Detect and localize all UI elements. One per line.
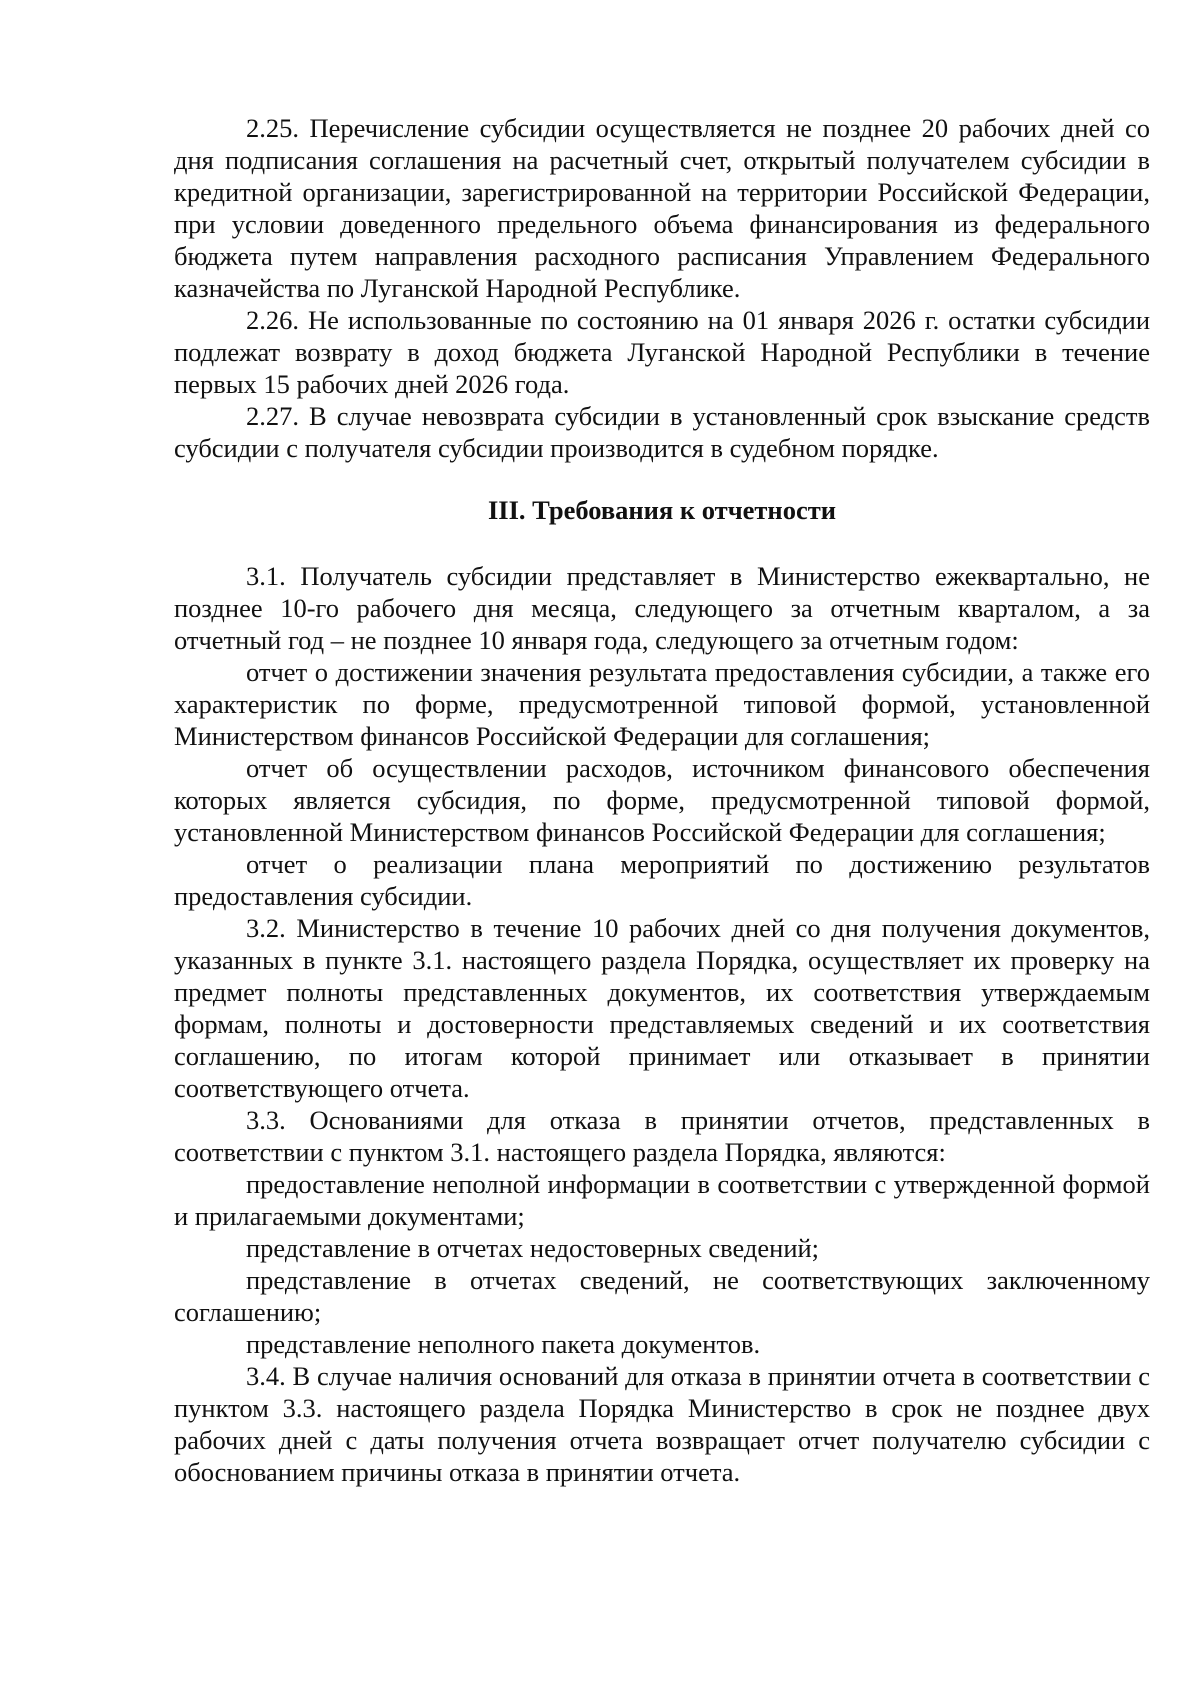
paragraph-3-4: 3.4. В случае наличия оснований для отказа в принятии отчета в соответствии с пунктом 3.3. настоящего раздела Порядка Министерство в срок не позднее двух рабочих дней с даты получения отчета возвращает отчет получателю субсидии с обоснованием причины отказа в принятии отчета. (174, 1361, 1150, 1487)
paragraph-reason-mismatch: представление в отчетах сведений, не соответствующих заключенному соглашению; (174, 1265, 1150, 1327)
paragraph-3-2: 3.2. Министерство в течение 10 рабочих дней со дня получения документов, указанных в пункте 3.1. настоящего раздела Порядка, осуществляет их проверку на предмет полноты представленных документов, их соответствия утверждаемым формам, полноты и достоверности представляемых сведений и их соответствия соглашению, по итогам которой принимает или отказывает в принятии соответствующего отчета. (174, 913, 1150, 1103)
paragraph-reason-incomplete-package: представление неполного пакета документов. (246, 1329, 761, 1359)
paragraph-3-3: 3.3. Основаниями для отказа в принятии отчетов, представленных в соответствии с пунктом 3.1. настоящего раздела Порядка, являются: (174, 1105, 1150, 1167)
paragraph-2-25: 2.25. Перечисление субсидии осуществляется не позднее 20 рабочих дней со дня подписания соглашения на расчетный счет, открытый получателем субсидии в кредитной организации, зарегистрированной на территории Российской Федерации, при условии доведенного предельного объема финансирования из федерального бюджета путем направления расходного расписания Управлением Федерального казначейства по Луганской Народной Республике. (174, 113, 1150, 303)
section-heading: III. Требования к отчетности (487, 495, 836, 525)
paragraph-report-expenses: отчет об осуществлении расходов, источником финансового обеспечения которых является субсидия, по форме, предусмотренной типовой формой, установленной Министерством финансов Российской Федерации для соглашения; (174, 753, 1150, 847)
document-page (174, 112, 1150, 1488)
paragraph-reason-incomplete-info: предоставление неполной информации в соответствии с утвержденной формой и прилагаемыми документами; (174, 1169, 1150, 1231)
paragraph-report-result: отчет о достижении значения результата предоставления субсидии, а также его характеристик по форме, предусмотренной типовой формой, установленной Министерством финансов Российской Федерации для соглашения; (174, 657, 1150, 751)
paragraph-3-1: 3.1. Получатель субсидии представляет в Министерство ежеквартально, не позднее 10-го рабочего дня месяца, следующего за отчетным кварталом, а за отчетный год – не позднее 10 января года, следующего за отчетным годом: (174, 561, 1150, 655)
paragraph-report-plan: отчет о реализации плана мероприятий по достижению результатов предоставления субсидии. (174, 849, 1150, 911)
paragraph-2-27: 2.27. В случае невозврата субсидии в установленный срок взыскание средств субсидии с получателя субсидии производится в судебном порядке. (174, 401, 1150, 463)
paragraph-reason-unreliable: представление в отчетах недостоверных сведений; (246, 1233, 820, 1263)
paragraph-2-26: 2.26. Не использованные по состоянию на 01 января 2026 г. остатки субсидии подлежат возврату в доход бюджета Луганской Народной Республики в течение первых 15 рабочих дней 2026 года. (174, 305, 1150, 399)
